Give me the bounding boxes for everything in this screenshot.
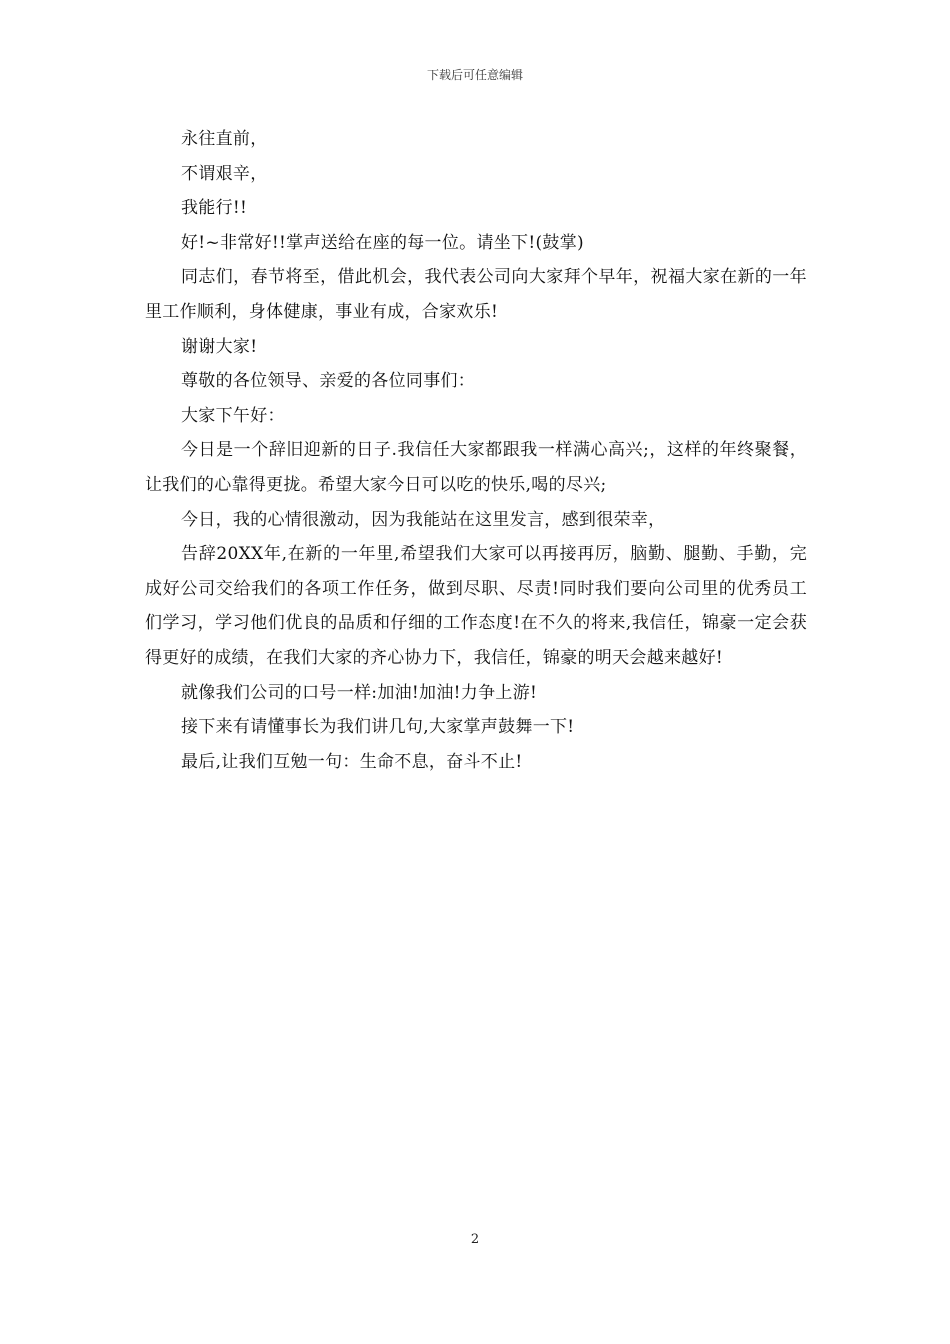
paragraph: 今日是一个辞旧迎新的日子.我信任大家都跟我一样满心高兴;，这样的年终聚餐，让我们的心靠得更拢。希望大家今日可以吃的快乐,喝的尽兴; — [145, 440, 807, 495]
paragraph: 就像我们公司的口号一样:加油!加油!力争上游! — [181, 682, 538, 703]
paragraph: 接下来有请懂事长为我们讲几句,大家掌声鼓舞一下! — [181, 717, 575, 738]
page-header: 下载后可任意编辑 — [426, 68, 523, 82]
paragraph: 同志们，春节将至，借此机会，我代表公司向大家拜个早年，祝福大家在新的一年里工作顺利，身体健康，事业有成，合家欢乐! — [145, 267, 807, 322]
paragraph: 大家下午好： — [181, 405, 285, 426]
paragraph: 谢谢大家! — [181, 336, 258, 357]
paragraph: 告辞20XX年,在新的一年里,希望我们大家可以再接再厉，脑勤、腿勤、手勤，完成好公司交给我们的各项工作任务，做到尽职、尽责!同时我们要向公司里的优秀员工们学习，学习他们优良的品质和仔细的工作态度!在不久的将来,我信任，锦豪一定会获得更好的成绩，在我们大家的齐心协力下，我信任，锦豪的明天会越来越好! — [145, 544, 807, 668]
paragraph: 今日，我的心情很激动，因为我能站在这里发言，感到很荣幸， — [181, 509, 666, 530]
paragraph: 好!~非常好!!掌声送给在座的每一位。请坐下!(鼓掌) — [181, 232, 584, 253]
paragraph: 永往直前， — [181, 129, 268, 149]
paragraph: 不谓艰辛， — [181, 163, 268, 184]
document-body — [145, 122, 807, 779]
page-number: 2 — [470, 1232, 480, 1247]
paragraph: 最后,让我们互勉一句：生命不息，奋斗不止! — [181, 751, 523, 772]
paragraph: 尊敬的各位领导、亲爱的各位同事们： — [181, 371, 476, 392]
paragraph: 我能行!! — [181, 198, 248, 219]
